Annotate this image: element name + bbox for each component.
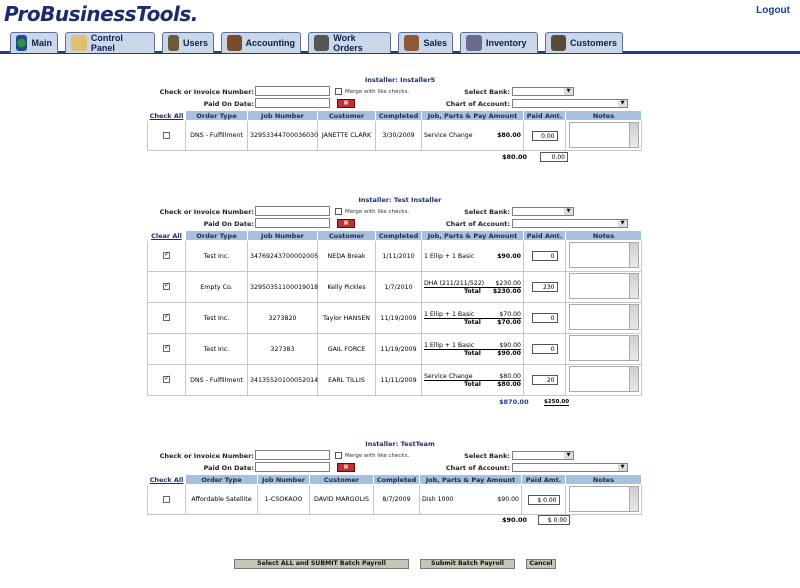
col-order-type: Order Type [186, 111, 248, 121]
paid-on-input[interactable] [255, 462, 330, 472]
paid-amount-input[interactable]: 230 [532, 282, 558, 292]
col-job-number: Job Number [248, 111, 318, 121]
completed-cell: 1/7/2010 [376, 272, 422, 303]
completed-cell: 1/11/2010 [376, 241, 422, 272]
paid-amount-input[interactable]: 0 [532, 251, 558, 261]
customer-cell: EARL TILLIS [318, 365, 376, 396]
chart-account-label: Chart of Account: [445, 464, 510, 472]
calendar-icon[interactable]: ▦ [337, 463, 355, 472]
paid-on-label: Paid On Date: [203, 100, 254, 108]
completed-cell: 8/7/2009 [374, 485, 420, 515]
select-bank-label: Select Bank: [464, 208, 510, 216]
order-type-cell: DNS - Fulfillment [186, 121, 248, 151]
tab-main[interactable]: Main [10, 32, 58, 53]
table-row [148, 303, 642, 334]
order-type-cell: Test Inc. [186, 303, 248, 334]
chart-account-label: Chart of Account: [445, 220, 510, 228]
section-total-paid: $250.00 [544, 399, 570, 405]
calendar-icon[interactable]: ▦ [337, 99, 355, 108]
select-all-submit-button[interactable]: Select ALL and SUBMIT Batch Payroll [234, 559, 409, 569]
customer-cell: Taylor HANSEN [318, 303, 376, 334]
col-job-number: Job Number [248, 231, 318, 241]
notes-textarea[interactable] [569, 304, 639, 330]
tab-users[interactable]: Users [162, 32, 214, 53]
row-checkbox[interactable] [163, 314, 170, 321]
main-nav [0, 30, 800, 54]
truck-icon [314, 35, 329, 51]
col-completed: Completed [376, 231, 422, 241]
total-label: Total [464, 380, 481, 388]
completed-cell: 11/11/2009 [376, 365, 422, 396]
job-number-cell: 32953344700036030 [248, 121, 318, 151]
table-header [148, 231, 642, 241]
check-all-link[interactable]: Check All [148, 475, 186, 485]
col-completed: Completed [374, 475, 420, 485]
job-number-cell: 32950351100019018 [248, 272, 318, 303]
payroll-table [147, 474, 642, 515]
job-amount: $90.00 [497, 252, 521, 260]
job-desc: Service Change [424, 132, 473, 139]
row-total: $230.00 [492, 287, 521, 295]
job-number-cell: 34769243700002005 [248, 241, 318, 272]
table-header [148, 111, 642, 121]
paid-on-label: Paid On Date: [203, 220, 254, 228]
check-all-link[interactable]: Check All [148, 111, 186, 121]
chevron-down-icon: ▼ [618, 464, 627, 471]
inventory-icon [466, 35, 482, 51]
order-type-cell: Affordable Satellite [186, 485, 258, 515]
col-notes: Notes [566, 475, 642, 485]
job-desc: Service Change [424, 372, 473, 380]
job-amount: $70.00 [499, 310, 521, 318]
chevron-down-icon: ▼ [564, 88, 573, 95]
table-row [148, 121, 642, 151]
job-parts-cell [422, 241, 524, 272]
completed-cell: 3/30/2009 [376, 121, 422, 151]
col-job-number: Job Number [258, 475, 310, 485]
row-checkbox[interactable] [163, 496, 170, 503]
merge-checkbox[interactable] [335, 452, 342, 459]
check-invoice-input[interactable] [255, 450, 330, 460]
chart-account-dropdown[interactable] [512, 463, 628, 472]
cancel-button[interactable]: Cancel [526, 559, 556, 569]
payroll-table [147, 110, 642, 151]
paid-amount-input[interactable]: $ 0.00 [528, 495, 560, 505]
tab-inventory[interactable]: Inventory [460, 32, 538, 53]
job-desc: Dish 1000 [422, 496, 454, 503]
notes-textarea[interactable] [569, 242, 639, 268]
tab-sales[interactable]: Sales [398, 32, 453, 53]
table-row [148, 272, 642, 303]
customers-icon [551, 35, 566, 51]
completed-cell: 11/19/2009 [376, 334, 422, 365]
col-job-parts: Job, Parts & Pay Amount [422, 111, 524, 121]
logout-link[interactable]: Logout [756, 5, 790, 16]
salesperson-icon [404, 35, 419, 51]
completed-cell: 11/19/2009 [376, 303, 422, 334]
check-invoice-label: Check or Invoice Number: [159, 88, 254, 96]
job-parts-cell [422, 365, 524, 396]
notes-textarea[interactable] [569, 122, 639, 148]
merge-label: Merge with like checks. [345, 209, 410, 215]
chart-account-dropdown[interactable] [512, 219, 628, 228]
job-desc: 1 Ellip + 1 Basic [424, 310, 475, 318]
section-total-paid: 0.00 [540, 152, 568, 162]
app-logo: ProBusinessTools. [4, 2, 198, 26]
col-notes: Notes [566, 111, 642, 121]
job-amount: $80.00 [497, 132, 521, 139]
row-total: $70.00 [497, 318, 521, 326]
col-paid-amt: Paid Amt. [522, 475, 566, 485]
calendar-icon[interactable]: ▦ [337, 219, 355, 228]
customer-cell: DAVID MARGOLIS [310, 485, 374, 515]
chevron-down-icon: ▼ [564, 452, 573, 459]
job-amount: $90.00 [497, 496, 519, 503]
paid-on-input[interactable] [255, 98, 330, 108]
job-number-cell: 327383 [248, 334, 318, 365]
job-parts-cell [422, 121, 524, 151]
section-total-amount: $90.00 [502, 516, 528, 524]
notes-textarea[interactable] [569, 273, 639, 299]
table-row [148, 334, 642, 365]
col-job-parts: Job, Parts & Pay Amount [422, 231, 524, 241]
job-parts-cell [422, 272, 524, 303]
chart-account-label: Chart of Account: [445, 100, 510, 108]
accountant-icon [227, 35, 242, 51]
submit-batch-payroll-button[interactable]: Submit Batch Payroll [420, 559, 515, 569]
customer-cell: Kelly Pickles [318, 272, 376, 303]
col-customer: Customer [310, 475, 374, 485]
col-notes: Notes [566, 231, 642, 241]
job-parts-cell [422, 334, 524, 365]
total-label: Total [464, 287, 481, 295]
section-total-paid: $ 0.00 [538, 515, 570, 525]
order-type-cell: Test Inc. [186, 241, 248, 272]
col-customer: Customer [318, 231, 376, 241]
job-number-cell: 1-CSOKAOO [258, 485, 310, 515]
row-checkbox[interactable] [163, 132, 170, 139]
notes-textarea[interactable] [569, 335, 639, 361]
merge-label: Merge with like checks. [345, 453, 410, 459]
job-desc: 1 Ellip + 1 Basic [424, 341, 475, 349]
table-row [148, 365, 642, 396]
wrench-icon [71, 35, 87, 51]
paid-on-label: Paid On Date: [203, 464, 254, 472]
check-invoice-label: Check or Invoice Number: [159, 208, 254, 216]
users-icon [168, 35, 179, 51]
chevron-down-icon: ▼ [618, 220, 627, 227]
job-amount: $230.00 [495, 279, 521, 287]
merge-checkbox[interactable] [335, 208, 342, 215]
row-checkbox[interactable] [163, 252, 170, 259]
merge-checkbox[interactable] [335, 88, 342, 95]
job-parts-cell [422, 303, 524, 334]
col-order-type: Order Type [186, 231, 248, 241]
globe-icon [16, 35, 27, 51]
tab-control-panel[interactable]: Control Panel [65, 32, 155, 53]
customer-cell: NEDA Break [318, 241, 376, 272]
row-total: $80.00 [497, 380, 521, 388]
row-checkbox[interactable] [163, 376, 170, 383]
chevron-down-icon: ▼ [564, 208, 573, 215]
select-bank-label: Select Bank: [464, 88, 510, 96]
check-invoice-input[interactable] [255, 86, 330, 96]
installer-heading: Installer: Installer5 [364, 76, 436, 84]
paid-amount-input[interactable]: 0 [532, 313, 558, 323]
tab-customers[interactable]: Customers [545, 32, 623, 53]
job-number-cell: 34135520100052014 [248, 365, 318, 396]
col-completed: Completed [376, 111, 422, 121]
job-parts-cell [420, 485, 522, 515]
merge-label: Merge with like checks. [345, 89, 410, 95]
select-bank-dropdown[interactable] [512, 207, 574, 216]
tab-accounting[interactable]: Accounting [221, 32, 301, 53]
chart-account-dropdown[interactable] [512, 99, 628, 108]
row-total: $90.00 [497, 349, 521, 357]
section-total-amount: $80.00 [502, 153, 528, 161]
order-type-cell: Empty Co. [186, 272, 248, 303]
job-desc: 1 Ellip + 1 Basic [424, 252, 475, 260]
table-row [148, 241, 642, 272]
job-number-cell: 3273820 [248, 303, 318, 334]
paid-amount-input[interactable]: 0 [532, 344, 558, 354]
section-total-amount: $870.00 [499, 398, 529, 406]
select-bank-dropdown[interactable] [512, 87, 574, 96]
paid-amount-input[interactable]: 20 [532, 375, 558, 385]
col-order-type: Order Type [186, 475, 258, 485]
notes-textarea[interactable] [569, 366, 639, 392]
row-checkbox[interactable] [163, 283, 170, 290]
select-bank-dropdown[interactable] [512, 451, 574, 460]
table-header [148, 475, 642, 485]
chevron-down-icon: ▼ [618, 100, 627, 107]
total-label: Total [464, 349, 481, 357]
job-desc: DHA (211/211/522) [424, 279, 485, 287]
payroll-table [147, 230, 642, 396]
total-label: Total [464, 318, 481, 326]
installer-heading: Installer: TestTeam [365, 440, 435, 448]
notes-textarea[interactable] [569, 486, 639, 512]
clear-all-link[interactable]: Clear All [148, 231, 186, 241]
check-invoice-input[interactable] [255, 206, 330, 216]
tab-work-orders[interactable]: Work Orders [308, 32, 391, 53]
select-bank-label: Select Bank: [464, 452, 510, 460]
job-amount: $80.00 [499, 372, 521, 380]
paid-amount-input[interactable]: 0.00 [532, 131, 558, 141]
customer-cell: JANETTE CLARK [318, 121, 376, 151]
installer-heading: Installer: Test Installer [358, 196, 442, 204]
job-amount: $90.00 [499, 341, 521, 349]
row-checkbox[interactable] [163, 345, 170, 352]
check-invoice-label: Check or Invoice Number: [159, 452, 254, 460]
order-type-cell: DNS - Fulfillment [186, 365, 248, 396]
paid-on-input[interactable] [255, 218, 330, 228]
col-job-parts: Job, Parts & Pay Amount [420, 475, 522, 485]
customer-cell: GAIL FORCE [318, 334, 376, 365]
col-paid-amt: Paid Amt. [524, 231, 566, 241]
table-row [148, 485, 642, 515]
order-type-cell: Test Inc. [186, 334, 248, 365]
col-customer: Customer [318, 111, 376, 121]
col-paid-amt: Paid Amt. [524, 111, 566, 121]
